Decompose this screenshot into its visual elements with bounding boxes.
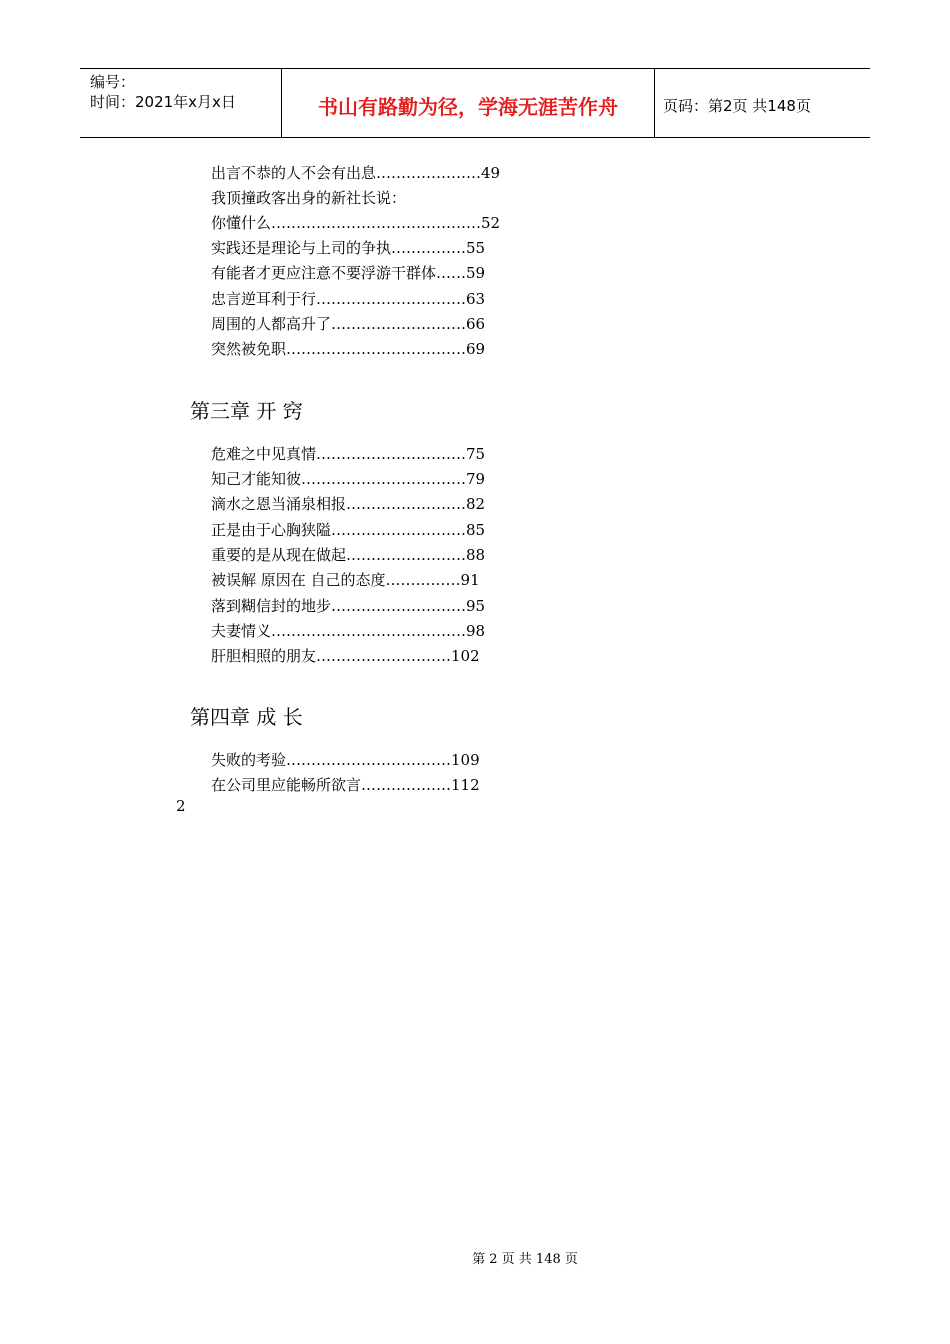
toc-entry: 在公司里应能畅所欲言………………112	[211, 776, 480, 794]
toc-entry: 正是由于心胸狭隘………………………85	[211, 521, 486, 539]
inline-page-number: 2	[176, 797, 186, 815]
date-label: 时间：2021年x月x日	[90, 93, 236, 111]
toc-entry: 被误解 原因在 自己的态度……………91	[211, 571, 480, 589]
toc-entry: 失败的考验……………………………109	[211, 751, 480, 769]
toc-entry: 忠言逆耳利于行…………………………63	[211, 290, 486, 308]
chapter-heading: 第四章 成 长	[190, 705, 303, 729]
chapter-heading: 第三章 开 窍	[190, 399, 303, 423]
page-footer: 第 2 页 共 148 页	[472, 1252, 578, 1267]
document-header	[80, 68, 870, 138]
toc-entry: 重要的是从现在做起……………………88	[211, 546, 486, 564]
toc-entry: 有能者才更应注意不要浮游干群体……59	[211, 264, 486, 282]
toc-entry: 实践还是理论与上司的争执……………55	[211, 239, 486, 257]
toc-entry: 我顶撞政客出身的新社长说：	[211, 189, 407, 207]
toc-entry: 你懂什么……………………………………52	[211, 214, 501, 232]
toc-entry: 夫妻情义…………………………………98	[211, 622, 486, 640]
toc-entry: 危难之中见真情…………………………75	[211, 445, 486, 463]
number-label: 编号：	[90, 73, 136, 91]
header-page-cell	[655, 69, 870, 137]
header-page-label: 页码：第2页 共148页	[663, 97, 811, 115]
header-info-cell	[80, 69, 282, 137]
toc-entry: 落到糊信封的地步………………………95	[211, 597, 486, 615]
header-motto-cell	[282, 69, 655, 137]
toc-entry: 出言不恭的人不会有出息…………………49	[211, 164, 501, 182]
toc-entry: 突然被免职………………………………69	[211, 340, 486, 358]
toc-entry: 知己才能知彼……………………………79	[211, 470, 486, 488]
toc-entry: 周围的人都高升了………………………66	[211, 315, 486, 333]
toc-entry: 肝胆相照的朋友………………………102	[211, 647, 480, 665]
motto: 书山有路勤为径，学海无涯苦作舟	[318, 95, 618, 119]
toc-entry: 滴水之恩当涌泉相报……………………82	[211, 495, 486, 513]
